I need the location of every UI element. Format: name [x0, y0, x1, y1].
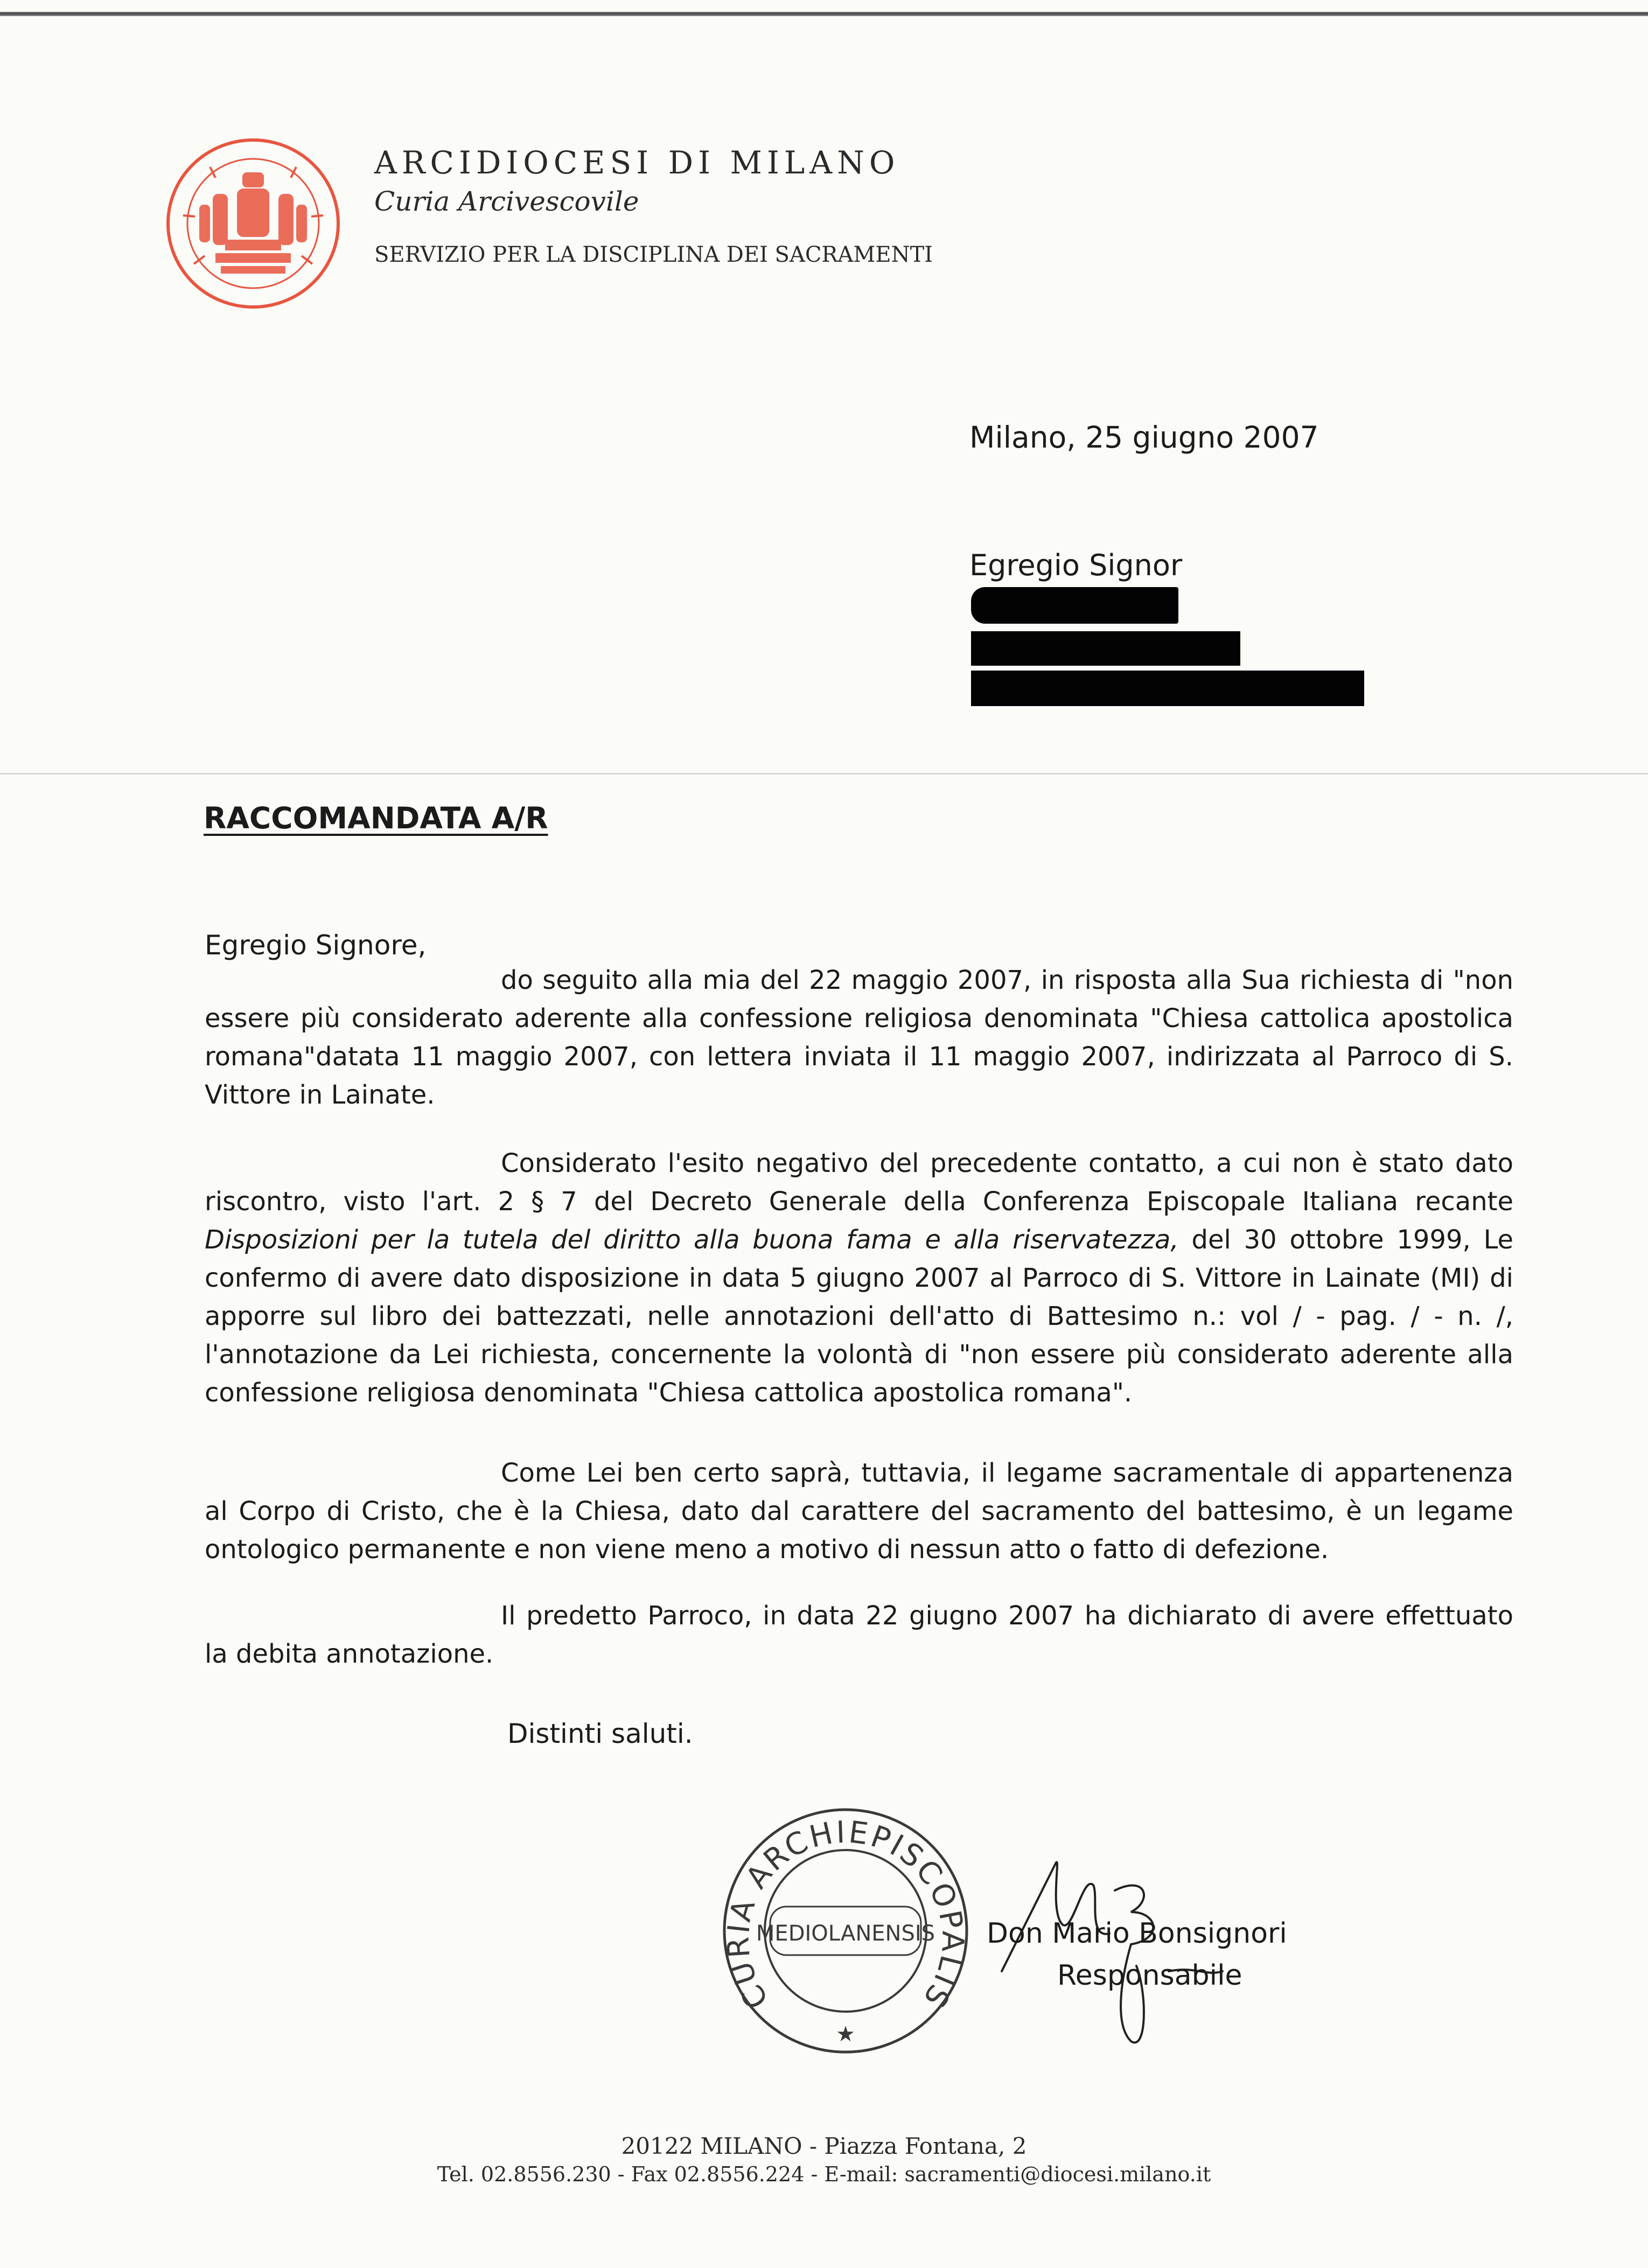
archdiocese-crest-icon	[162, 135, 345, 312]
letterhead-organization: ARCIDIOCESI DI MILANO	[374, 144, 900, 181]
closing-line: Distinti saluti.	[507, 1718, 693, 1749]
body-salutation: Egregio Signore,	[205, 930, 427, 961]
paragraph-1	[205, 961, 1513, 1114]
fold-line	[0, 773, 1648, 774]
svg-text:CURIA ARCHIEPISCOPALIS	[721, 1815, 970, 2015]
paragraph-3	[205, 1454, 1513, 1569]
footer-contacts: Tel. 02.8556.230 - Fax 02.8556.224 - E-mail: sacramenti@diocesi.milano.it	[437, 2162, 1211, 2186]
paragraph-3-text: Come Lei ben certo saprà, tuttavia, il legame sacramentale di appartenenza al Corpo di Cristo, che è la Chiesa, dato dal carattere del sacramento del battesimo, è un legame ontologico permanente e non viene meno a motivo di nessun atto o fatto di defezione.	[205, 1458, 1513, 1565]
stamp-inner-text: MEDIOLANENSIS	[756, 1921, 935, 1946]
paragraph-2-text-b: del 30 ottobre 1999, Le confermo di avere dato disposizione in data 5 giugno 2007 al Parroco di S. Vittore in Lainate (MI) di apporre sul libro dei battezzati, nelle annotazioni dell'atto di Battesimo n.: vol / - pag. / - n. /, l'annotazione da Lei richiesta, concernente la volontà di "non essere più considerato aderente alla confessione religiosa denominata "Chiesa cattolica apostolica romana".	[205, 1225, 1514, 1408]
paragraph-2	[205, 1145, 1513, 1412]
paragraph-2-italic-title: Disposizioni per la tutela del diritto alla buona fama e alla riservatezza,	[205, 1225, 1179, 1255]
redacted-recipient-street	[971, 631, 1240, 666]
letterhead-department: SERVIZIO PER LA DISCIPLINA DEI SACRAMENTI	[374, 242, 933, 267]
mail-type-heading: RACCOMANDATA A/R	[204, 801, 548, 835]
letterhead-subtitle: Curia Arcivescovile	[374, 186, 639, 217]
paragraph-1-text: do seguito alla mia del 22 maggio 2007, in risposta alla Sua richiesta di "non essere più considerato aderente alla confessione religiosa denominata "Chiesa cattolica apostolica romana"datata 11 maggio 2007, con lettera inviata il 11 maggio 2007, indirizzata al Parroco di S. Vittore in Lainate.	[205, 965, 1513, 1110]
footer-address: 20122 MILANO - Piazza Fontana, 2	[621, 2133, 1027, 2159]
stamp-star-icon: ★	[836, 2022, 855, 2047]
date-line: Milano, 25 giugno 2007	[969, 420, 1319, 455]
recipient-salutation: Egregio Signor	[969, 548, 1183, 582]
signatory-name: Don Mario Bonsignori	[987, 1917, 1287, 1950]
paragraph-4	[205, 1597, 1513, 1673]
stamp-outer-text: CURIA ARCHIEPISCOPALIS	[721, 1815, 970, 2015]
redacted-recipient-city	[971, 671, 1364, 706]
signatory-role: Responsabile	[1057, 1959, 1242, 1992]
redacted-recipient-name	[971, 587, 1178, 624]
curia-stamp	[719, 1804, 972, 2057]
paragraph-2-text-a: Considerato l'esito negativo del precedente contatto, a cui non è stato dato riscontro, visto l'art. 2 § 7 del Decreto Generale della Conferenza Episcopale Italiana recante	[205, 1148, 1513, 1217]
paragraph-4-text: Il predetto Parroco, in data 22 giugno 2007 ha dichiarato di avere effettuato la debita annotazione.	[205, 1601, 1513, 1669]
top-border-line	[0, 12, 1648, 16]
